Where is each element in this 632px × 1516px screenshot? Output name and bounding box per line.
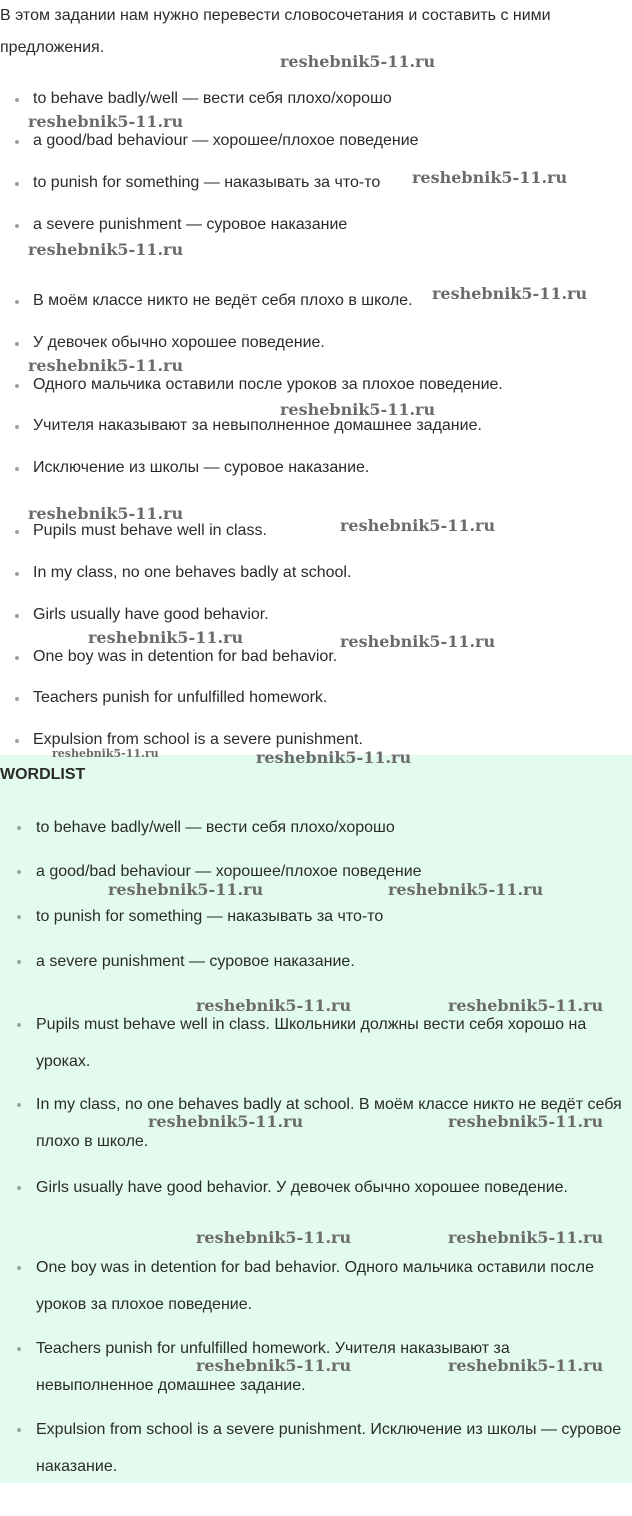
watermark: reshebnik5-11.ru (280, 52, 436, 71)
watermark: reshebnik5-11.ru (196, 996, 352, 1015)
list-item: Учителя наказывают за невыполненное домашнее задание. (0, 416, 632, 436)
list-item: Одного мальчика оставили после уроков за плохое поведение. (0, 375, 632, 395)
list-item: In my class, no one behaves badly at school. В моём классе никто не ведёт себя плохо в школе. (0, 1086, 626, 1160)
intro-text: В этом задании нам нужно перевести словосочетания и составить с ними предложения. (0, 7, 551, 56)
watermark: reshebnik5-11.ru (256, 748, 412, 767)
list-item: В моём классе никто не ведёт себя плохо в школе. (0, 291, 632, 311)
watermark: reshebnik5-11.ru (340, 632, 496, 651)
list-item: Pupils must behave well in class. Школьники должны вести себя хорошо на уроках. (0, 1006, 626, 1080)
watermark: reshebnik5-11.ru (448, 1112, 604, 1131)
watermark: reshebnik5-11.ru (340, 516, 496, 535)
wordlist-panel (0, 755, 632, 1483)
watermark: reshebnik5-11.ru (28, 356, 184, 375)
watermark: reshebnik5-11.ru (448, 996, 604, 1015)
watermark: reshebnik5-11.ru (448, 1356, 604, 1375)
watermark: reshebnik5-11.ru (412, 168, 568, 187)
watermark: reshebnik5-11.ru (196, 1228, 352, 1247)
list-item: One boy was in detention for bad behavior. Одного мальчика оставили после уроков за плохое поведение. (0, 1249, 626, 1323)
watermark: reshebnik5-11.ru (432, 284, 588, 303)
watermark: reshebnik5-11.ru (448, 1228, 604, 1247)
list-item: to punish for something — наказывать за что-то (0, 173, 632, 193)
list-item: Исключение из школы — суровое наказание. (0, 458, 632, 478)
watermark: reshebnik5-11.ru (108, 880, 264, 899)
list-item: Girls usually have good behavior. У девочек обычно хорошее поведение. (0, 1169, 626, 1206)
list-item: Teachers punish for unfulfilled homework. (0, 688, 632, 708)
list-item: In my class, no one behaves badly at school. (0, 563, 632, 583)
list-item: One boy was in detention for bad behavior. (0, 647, 632, 667)
list-item: to behave badly/well — вести себя плохо/хорошо (0, 89, 632, 109)
watermark: reshebnik5-11.ru (88, 628, 244, 647)
list-item: a severe punishment — суровое наказание (0, 215, 632, 235)
watermark: reshebnik5-11.ru (148, 1112, 304, 1131)
wordlist-title: WORDLIST (0, 766, 86, 783)
list-item: to punish for something — наказывать за что-то (0, 898, 626, 935)
watermark: reshebnik5-11.ru (52, 747, 159, 760)
list-item: У девочек обычно хорошее поведение. (0, 333, 632, 353)
watermark: reshebnik5-11.ru (28, 240, 184, 259)
list-item: to behave badly/well — вести себя плохо/хорошо (0, 809, 626, 846)
list-item: Expulsion from school is a severe punishment. Исключение из школы — суровое наказание. (0, 1411, 626, 1485)
list-item: Teachers punish for unfulfilled homework. Учителя наказывают за невыполненное домашнее задание. (0, 1330, 626, 1404)
watermark: reshebnik5-11.ru (28, 112, 184, 131)
watermark: reshebnik5-11.ru (388, 880, 544, 899)
watermark: reshebnik5-11.ru (196, 1356, 352, 1375)
list-item: Girls usually have good behavior. (0, 605, 632, 625)
list-item: a good/bad behaviour — хорошее/плохое поведение (0, 131, 632, 151)
watermark: reshebnik5-11.ru (28, 504, 184, 523)
list-item: Pupils must behave well in class. (0, 521, 632, 541)
watermark: reshebnik5-11.ru (280, 400, 436, 419)
list-item: a good/bad behaviour — хорошее/плохое поведение (0, 853, 626, 890)
list-item: Expulsion from school is a severe punishment. (0, 730, 632, 750)
list-item: a severe punishment — суровое наказание. (0, 943, 626, 980)
